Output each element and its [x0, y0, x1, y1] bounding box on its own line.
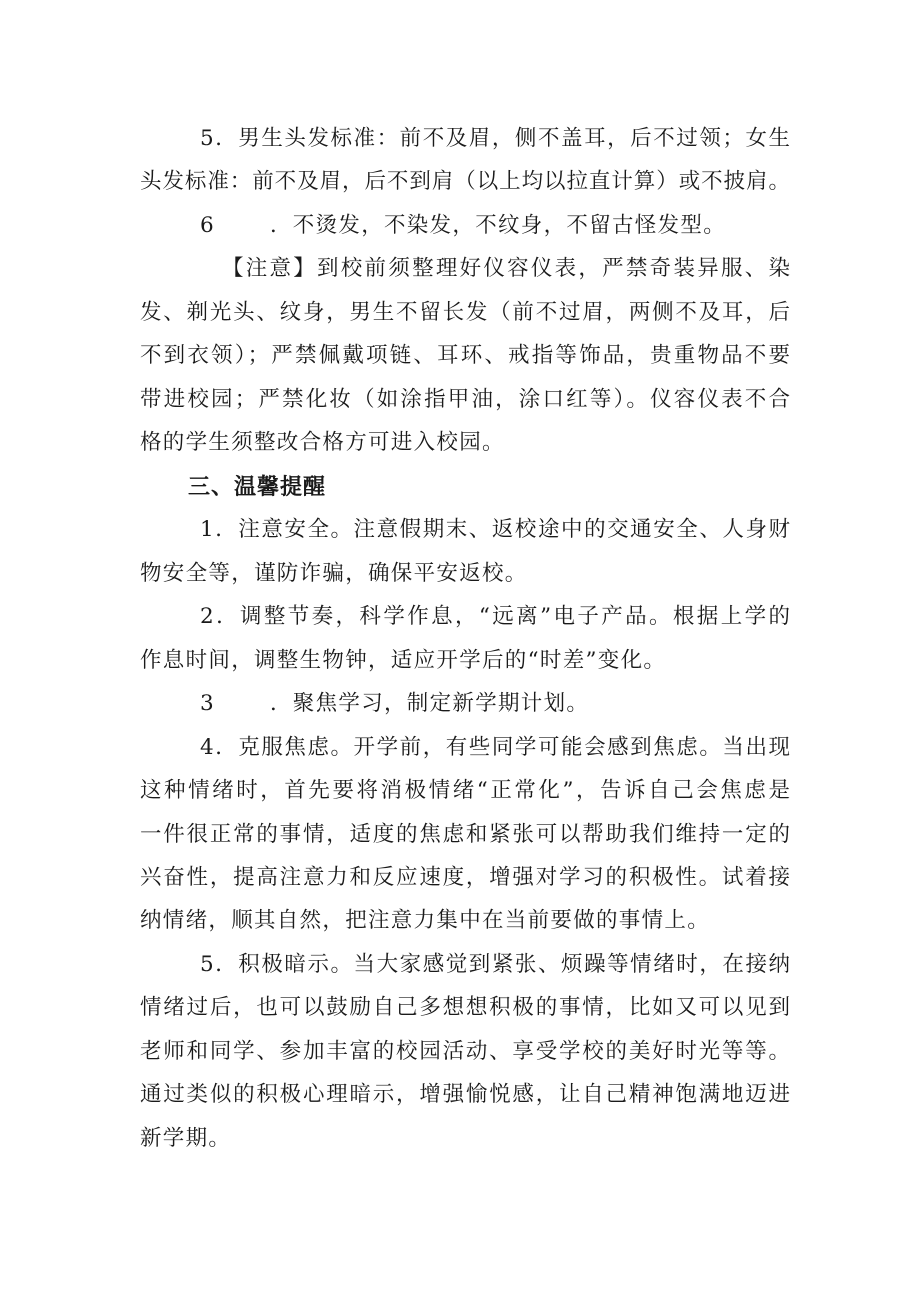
note-line: 格的学生须整改合格方可进入校园。 [140, 430, 505, 455]
note-line: 不到衣领）；严禁佩戴项链、耳环、戒指等饰品，贵重物品不要 [140, 343, 790, 368]
paragraph-line: 纳情绪，顺其自然，把注意力集中在当前要做的事情上。 [140, 908, 711, 933]
list-number: 3 [200, 691, 215, 716]
paragraph-line: 通过类似的积极心理暗示，增强愉悦感，让自己精神饱满地迈进 [140, 1082, 790, 1107]
note-line: 【注意】到校前须整理好仪容仪表，严禁奇装异服、染 [222, 256, 790, 281]
paragraph-line: 2．调整节奏，科学作息，“远离”电子产品。根据上学的 [200, 604, 790, 629]
list-text: ．不烫发，不染发，不纹身，不留古怪发型。 [270, 213, 727, 238]
paragraph-line: 一件很正常的事情，适度的焦虑和紧张可以帮助我们维持一定的 [140, 822, 790, 847]
paragraph-line [200, 689, 790, 719]
note-line: 发、剃光头、纹身，男生不留长发（前不过眉，两侧不及耳，后 [140, 300, 790, 325]
paragraph-line: 作息时间，调整生物钟，适应开学后的“时差”变化。 [140, 648, 667, 673]
paragraph-line: 5．男生头发标准：前不及眉，侧不盖耳，后不过领；女生 [200, 126, 790, 151]
paragraph-line: 物安全等，谨防诈骗，确保平安返校。 [140, 561, 528, 586]
paragraph-line [200, 211, 790, 241]
paragraph-line: 兴奋性，提高注意力和反应速度，增强对学习的积极性。试着接 [140, 865, 790, 890]
paragraph-line: 1．注意安全。注意假期末、返校途中的交通安全、人身财 [200, 517, 790, 542]
list-number: 6 [200, 213, 215, 238]
paragraph-line: 老师和同学、参加丰富的校园活动、享受学校的美好时光等等。 [140, 1039, 790, 1064]
paragraph-line: 头发标准：前不及眉，后不到肩（以上均以拉直计算）或不披肩。 [140, 169, 790, 194]
note-line: 带进校园；严禁化妆（如涂指甲油，涂口红等）。仪容仪表不合 [140, 387, 790, 412]
paragraph-line: 4．克服焦虑。开学前，有些同学可能会感到焦虑。当出现 [200, 735, 790, 760]
section-heading: 三、温馨提醒 [188, 475, 327, 500]
list-text: ．聚焦学习，制定新学期计划。 [270, 691, 590, 716]
paragraph-line: 这种情绪时，首先要将消极情绪“正常化”，告诉自己会焦虑是 [140, 778, 790, 803]
paragraph-line: 情绪过后，也可以鼓励自己多想想积极的事情，比如又可以见到 [140, 995, 790, 1020]
paragraph-line: 5．积极暗示。当大家感觉到紧张、烦躁等情绪时，在接纳 [200, 952, 790, 977]
paragraph-line: 新学期。 [140, 1126, 232, 1151]
